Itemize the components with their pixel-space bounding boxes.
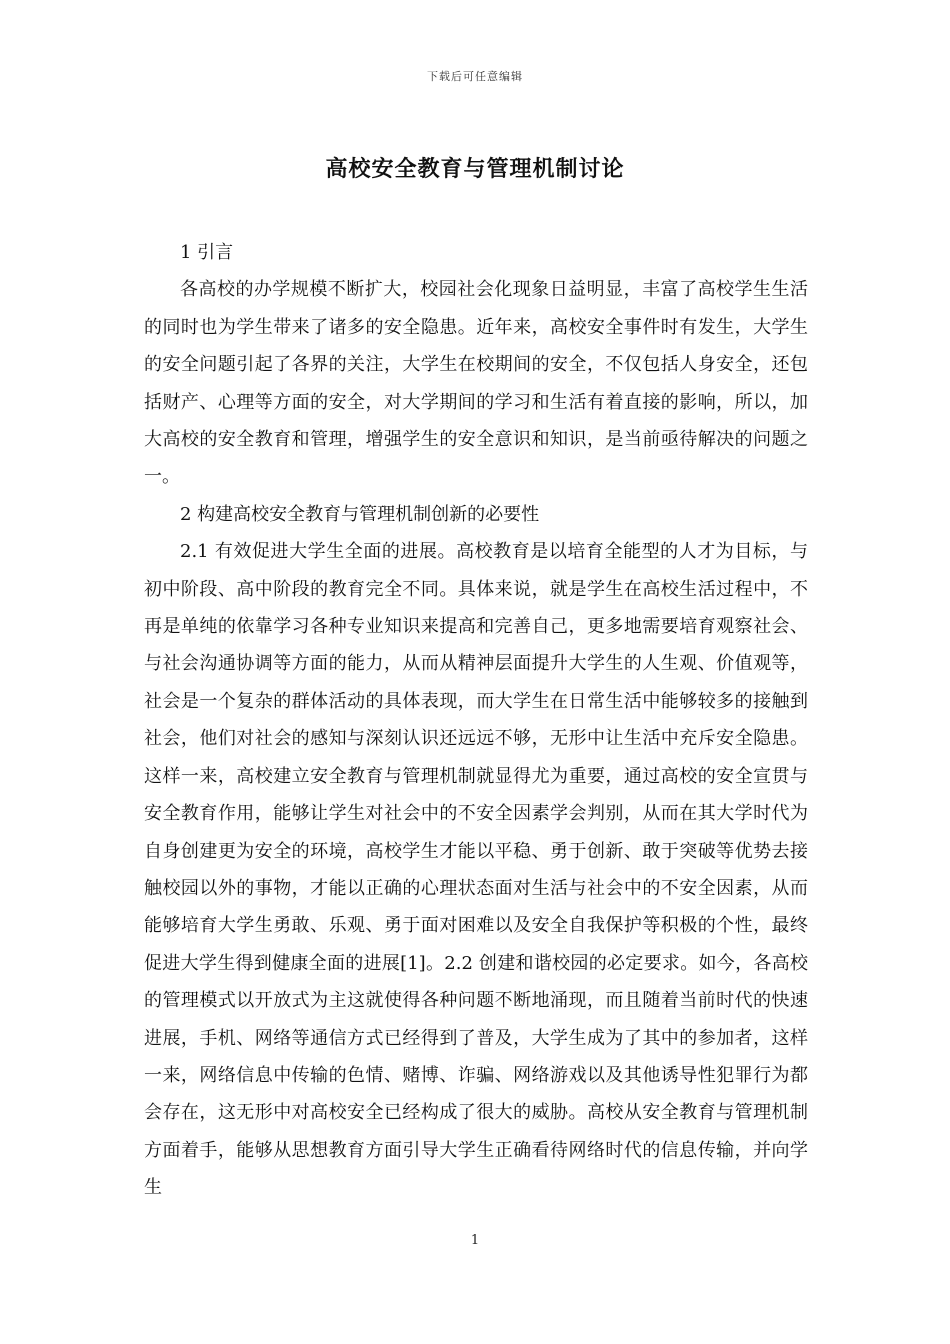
section-heading-intro: 1 引言: [180, 242, 234, 263]
paragraph-necessity: 2.1 有效促进大学生全面的进展。高校教育是以培育全能型的人才为目标，与初中阶段、高中阶段的教育完全不同。具体来说，就是学生在高校生活过程中，不再是单纯的依靠学习各种专业知识来提高和完善自己，更多地需要培育观察社会、与社会沟通协调等方面的能力，从而从精神层面提升大学生的人生观、价值观等，社会是一个复杂的群体活动的具体表现，而大学生在日常生活中能够较多的接触到社会，他们对社会的感知与深刻认识还远远不够，无形中让生活中充斥安全隐患。这样一来，高校建立安全教育与管理机制就显得尤为重要，通过高校的安全宣贯与安全教育作用，能够让学生对社会中的不安全因素学会判别，从而在其大学时代为自身创建更为安全的环境，高校学生才能以平稳、勇于创新、敢于突破等优势去接触校园以外的事物，才能以正确的心理状态面对生活与社会中的不安全因素，从而能够培育大学生勇敢、乐观、勇于面对困难以及安全自我保护等积极的个性，最终促进大学生得到健康全面的进展[1]。2.2 创建和谐校园的必定要求。如今，各高校的管理模式以开放式为主这就使得各种问题不断地涌现，而且随着当前时代的快速进展，手机、网络等通信方式已经得到了普及，大学生成为了其中的参加者，这样一来，网络信息中传输的色情、赌博、诈骗、网络游戏以及其他诱导性犯罪行为都会存在，这无形中对高校安全已经构成了很大的威胁。高校从安全教育与管理机制方面着手，能够从思想教育方面引导大学生正确看待网络时代的信息传输，并向学生: [144, 541, 808, 1199]
section-heading-necessity: 2 构建高校安全教育与管理机制创新的必要性: [180, 503, 540, 525]
paragraph-intro: 各高校的办学规模不断扩大，校园社会化现象日益明显，丰富了高校学生生活的同时也为学生带来了诸多的安全隐患。近年来，高校安全事件时有发生，大学生的安全问题引起了各界的关注，大学生在校期间的安全，不仅包括人身安全，还包括财产、心理等方面的安全，对大学期间的学习和生活有着直接的影响，所以，加大高校的安全教育和管理，增强学生的安全意识和知识，是当前亟待解决的问题之一。: [144, 279, 808, 488]
document-body: [144, 234, 808, 1207]
page-header: 下载后可任意编辑: [427, 70, 523, 83]
page-number: 1: [470, 1233, 480, 1248]
document-title: 高校安全教育与管理机制讨论: [325, 156, 625, 182]
